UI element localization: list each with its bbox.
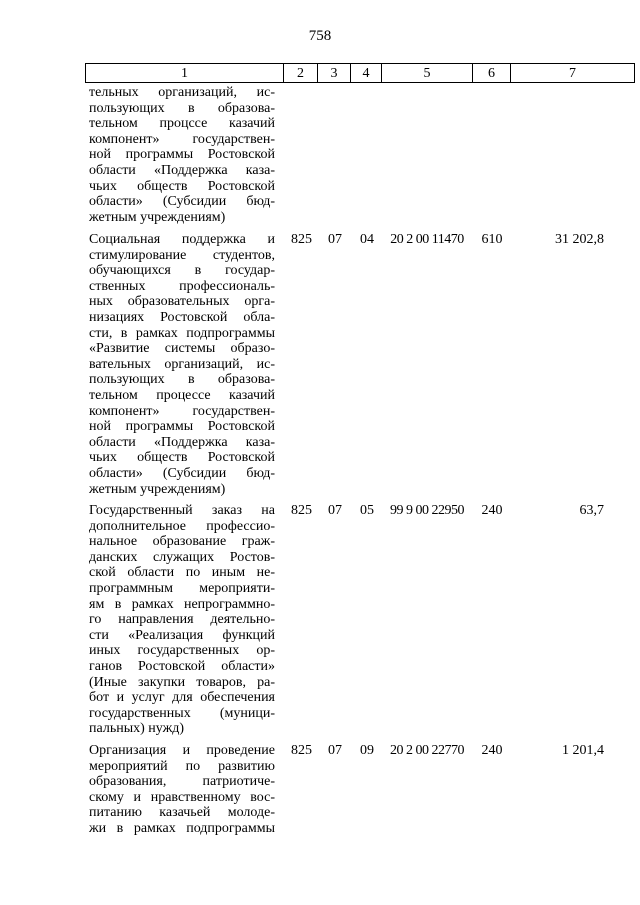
description-line: чьих обществ Ростовской [89, 450, 275, 466]
description-line: питанию казачьей молоде- [89, 805, 275, 821]
header-col-5: 5 [381, 63, 473, 83]
header-col-1: 1 [85, 63, 284, 83]
description-line: данских служащих Ростов- [89, 549, 275, 565]
section-cell: 07 [328, 503, 342, 518]
admin-code-cell: 825 [291, 232, 312, 247]
expense-type-cell: 240 [481, 503, 503, 518]
row-description [89, 85, 275, 225]
description-line: низациях Ростовской обла- [89, 309, 275, 325]
description-line: жетным учреждениям) [89, 481, 226, 497]
description-line: государственных (муници- [89, 705, 275, 721]
description-line: иных государственных ор- [89, 643, 275, 659]
row-description [89, 232, 275, 497]
description-line: мероприятий по развитию [89, 758, 275, 774]
description-line: Социальная поддержка и [89, 232, 275, 247]
subsection-cell: 04 [360, 232, 374, 247]
subsection-cell: 09 [360, 743, 374, 758]
target-article-cell: 20 2 00 22770 [390, 743, 464, 758]
description-line: Организация и проведение [89, 743, 275, 758]
description-line: области «Поддержка каза- [89, 162, 275, 178]
amount-cell: 1 201,4 [562, 743, 604, 758]
description-line: области «Поддержка каза- [89, 434, 275, 450]
admin-code-cell: 825 [291, 743, 312, 758]
target-article-cell: 20 2 00 11470 [390, 232, 464, 247]
description-line: ской области по иным не- [89, 565, 275, 581]
row-description [89, 743, 275, 837]
description-line: пользующих в образова- [89, 372, 275, 388]
header-col-7: 7 [510, 63, 635, 83]
header-col-2: 2 [283, 63, 318, 83]
description-line: сти, в рамках подпрограммы [89, 325, 275, 341]
description-line: дополнительное профессио- [89, 518, 275, 534]
amount-cell: 63,7 [579, 503, 604, 518]
admin-code-cell: 825 [291, 503, 312, 518]
description-line: ных образовательных орга- [89, 294, 275, 310]
description-line: компонент» государствен- [89, 131, 275, 147]
description-line: Государственный заказ на [89, 503, 275, 518]
description-line: обучающихся в государ- [89, 263, 275, 279]
description-line: (Иные закупки товаров, ра- [89, 674, 275, 690]
description-line: тельном процессе казачий [89, 387, 275, 403]
amount-cell: 31 202,8 [555, 232, 604, 247]
expense-type-cell: 240 [481, 743, 503, 758]
description-line: вательных организаций, ис- [89, 356, 275, 372]
description-line: чьих обществ Ростовской [89, 178, 275, 194]
target-article-cell: 99 9 00 22950 [390, 503, 464, 518]
description-line: пользующих в образова- [89, 100, 275, 116]
description-line: ственных профессиональ- [89, 278, 275, 294]
description-line: сти «Реализация функций [89, 627, 275, 643]
description-line: компонент» государствен- [89, 403, 275, 419]
description-line: тельном процссе казачий [89, 116, 275, 132]
subsection-cell: 05 [360, 503, 374, 518]
description-line: области» (Субсидии бюд- [89, 194, 275, 210]
description-line: нальное образование граж- [89, 534, 275, 550]
description-line: образования, патриотиче- [89, 774, 275, 790]
section-cell: 07 [328, 232, 342, 247]
description-line: жи в рамках подпрограммы [89, 820, 275, 836]
row-description [89, 503, 275, 737]
header-col-6: 6 [472, 63, 511, 83]
description-line: го направления деятельно- [89, 612, 275, 628]
description-line: «Развитие системы образо- [89, 341, 275, 357]
description-line: программным мероприяти- [89, 580, 275, 596]
description-line: ной программы Ростовской [89, 419, 275, 435]
section-cell: 07 [328, 743, 342, 758]
header-col-4: 4 [350, 63, 382, 83]
description-line: тельных организаций, ис- [89, 85, 275, 100]
description-line: области» (Субсидии бюд- [89, 465, 275, 481]
description-line: ям в рамках непрограммно- [89, 596, 275, 612]
description-line: стимулирование студентов, [89, 247, 275, 263]
expense-type-cell: 610 [481, 232, 503, 247]
page-number: 758 [308, 28, 332, 44]
description-line: ганов Ростовской области» [89, 658, 275, 674]
description-line: ной программы Ростовской [89, 147, 275, 163]
description-line: жетным учреждениям) [89, 209, 226, 225]
description-line: пальных) нужд) [89, 721, 185, 737]
description-line: скому и нравственному вос- [89, 789, 275, 805]
description-line: бот и услуг для обеспечения [89, 690, 275, 706]
header-col-3: 3 [317, 63, 351, 83]
